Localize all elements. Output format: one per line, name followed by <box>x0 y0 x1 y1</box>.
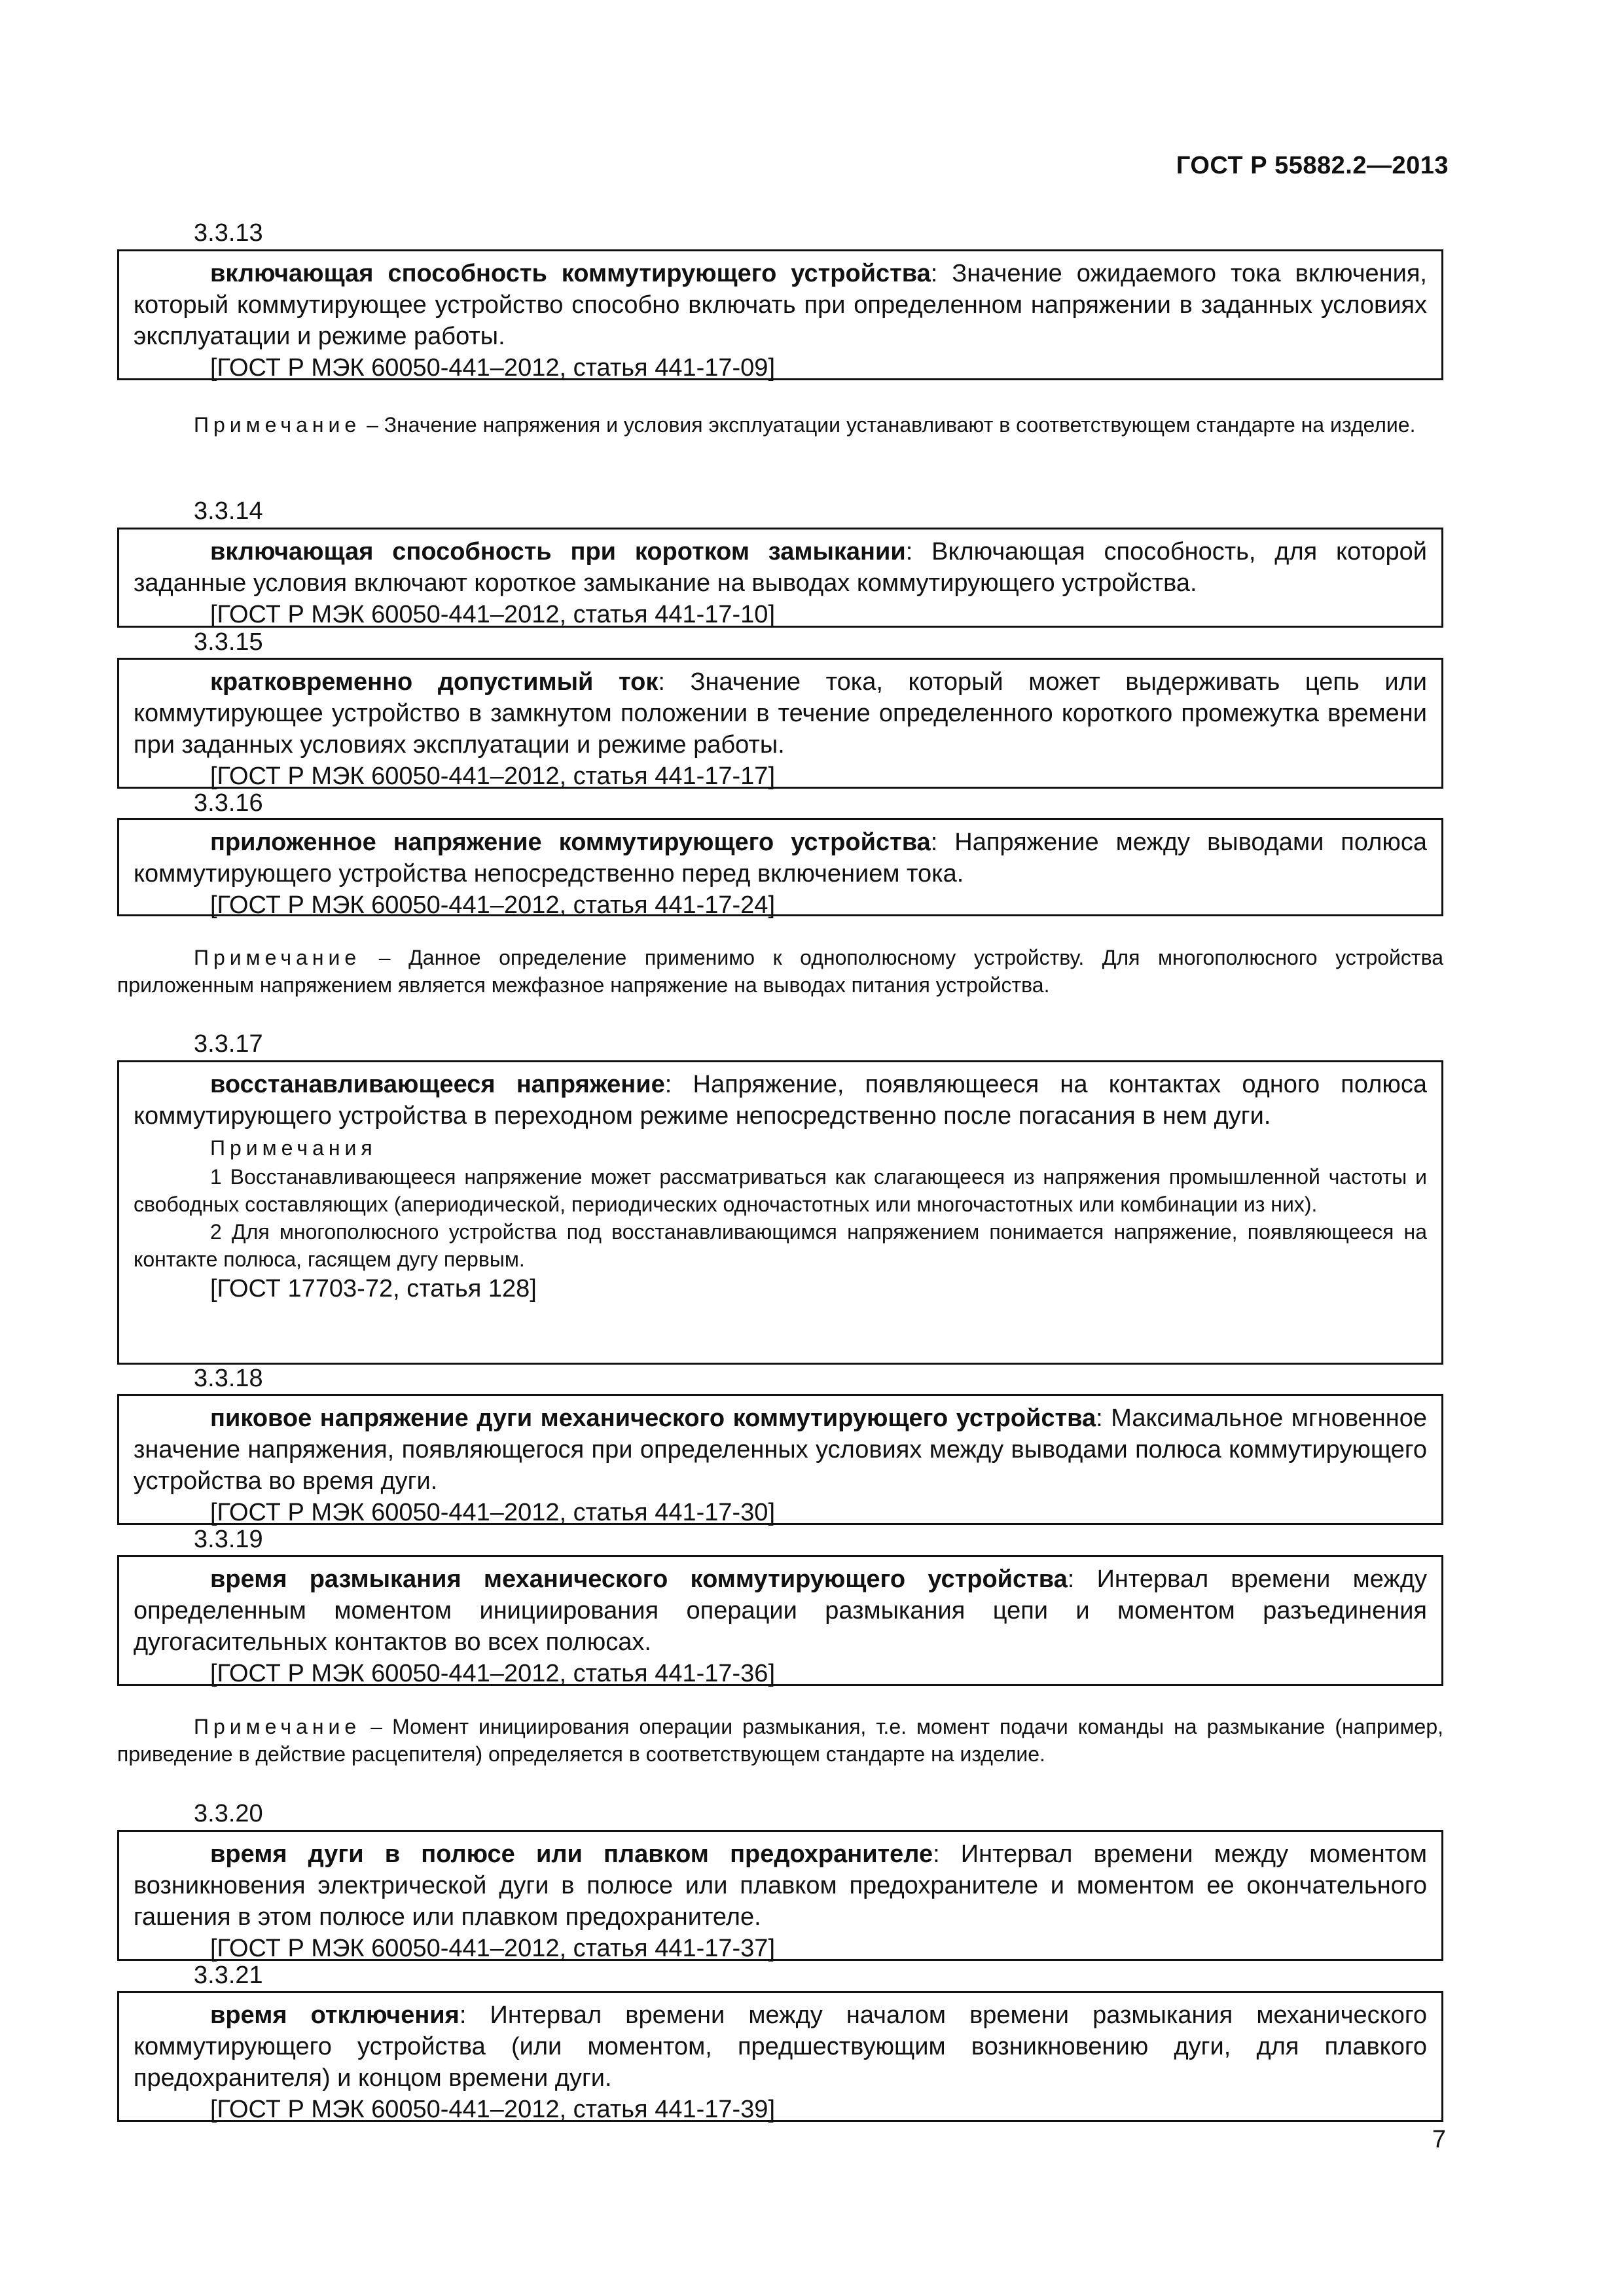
term-box <box>117 1394 1443 1525</box>
definition-text: : Интервал времени между определенным моментом инициирования операции размыкания цепи и моментом разъединения дугогасительных контактов во всех полюсах. <box>134 1566 1427 1656</box>
term-source: [ГОСТ Р МЭК 60050-441–2012, статья 441-17-30] <box>210 1499 775 1526</box>
term-source: [ГОСТ Р МЭК 60050-441–2012, статья 441-17-24] <box>210 891 775 919</box>
term-source: [ГОСТ Р МЭК 60050-441–2012, статья 441-17-17] <box>210 762 775 790</box>
term-name: пиковое напряжение дуги механического коммутирующего устройства <box>210 1405 1096 1432</box>
note-item: 1 Восстанавливающееся напряжение может рассматриваться как слагающееся из напряжения промышленной частоты и свободных составляющих (апериодической, периодических одночастотных или многочастотных или комбинации из них). <box>134 1165 1427 1216</box>
section-number: 3.3.13 <box>194 219 263 247</box>
term-name: восстанавливающееся напряжение <box>210 1071 665 1098</box>
term-definition <box>134 666 1427 761</box>
term-definition <box>134 258 1427 352</box>
term-definition <box>134 1403 1427 1497</box>
term-name: включающая способность коммутирующего устройства <box>210 260 931 287</box>
term-name: время дуги в полюсе или плавком предохранителе <box>210 1840 933 1868</box>
section-number: 3.3.20 <box>194 1800 263 1827</box>
note-text: – Значение напряжения и условия эксплуатации устанавливают в соответствующем стандарте на изделие. <box>361 413 1416 437</box>
term-name: приложенное напряжение коммутирующего устройства <box>210 829 931 856</box>
note-item: 2 Для многополюсного устройства под восстанавливающимся напряжением понимается напряжение, появляющееся на контакте полюса, гасящем дугу первым. <box>134 1220 1427 1271</box>
section-number: 3.3.18 <box>194 1365 263 1392</box>
section-number: 3.3.15 <box>194 628 263 656</box>
term-definition <box>134 536 1427 599</box>
section-number: 3.3.14 <box>194 497 263 525</box>
term-box <box>117 818 1443 919</box>
standard-code-header: ГОСТ Р 55882.2—2013 <box>1176 152 1449 179</box>
term-source: [ГОСТ 17703-72, статья 128] <box>210 1275 537 1302</box>
term-box <box>117 1830 1443 1961</box>
section-number: 3.3.21 <box>194 1962 263 1989</box>
term-source: [ГОСТ Р МЭК 60050-441–2012, статья 441-17-10] <box>210 601 775 628</box>
page-number: 7 <box>1432 2126 1446 2153</box>
term-box <box>117 1060 1443 1365</box>
term-source: [ГОСТ Р МЭК 60050-441–2012, статья 441-17-09] <box>210 354 775 382</box>
note-text: – Данное определение применимо к однополюсному устройству. Для многополюсного устройства приложенным напряжением является межфазное напряжение на выводах питания устройства. <box>117 946 1443 997</box>
definition-text: : Значение ожидаемого тока включения, который коммутирующее устройство способно включать при определенном напряжении в заданных условиях эксплуатации и режиме работы. <box>134 260 1427 350</box>
term-definition <box>134 2000 1427 2094</box>
note-label: Примечание <box>194 413 361 437</box>
definition-text: : Напряжение, появляющееся на контактах одного полюса коммутирующего устройства в переходном режиме непосредственно после погасания в нем дуги. <box>134 1071 1427 1130</box>
note <box>117 944 1443 999</box>
definition-text: : Включающая способность, для которой заданные условия включают короткое замыкание на выводах коммутирующего устройства. <box>134 538 1427 597</box>
note-label: Примечание <box>194 946 361 969</box>
term-source: [ГОСТ Р МЭК 60050-441–2012, статья 441-17-37] <box>210 1935 775 1962</box>
term-box <box>117 528 1443 628</box>
section-number: 3.3.16 <box>194 789 263 817</box>
note <box>117 1713 1443 1768</box>
section-number: 3.3.17 <box>194 1030 263 1058</box>
definition-text: : Интервал времени между моментом возникновения электрической дуги в полюсе или плавком предохранителе и моментом ее окончательного гашения в этом полюсе или плавком предохранителе. <box>134 1840 1427 1931</box>
term-definition <box>134 1069 1427 1132</box>
term-box <box>117 658 1443 789</box>
term-name: время размыкания механического коммутирующего устройства <box>210 1566 1068 1593</box>
notes-label: Примечания <box>210 1136 377 1160</box>
term-source: [ГОСТ Р МЭК 60050-441–2012, статья 441-17-36] <box>210 1660 775 1687</box>
term-name: включающая способность при коротком замыкании <box>210 538 906 565</box>
term-box <box>117 249 1443 380</box>
term-name: время отключения <box>210 2001 460 2029</box>
term-definition <box>134 1839 1427 1933</box>
term-definition <box>134 827 1427 889</box>
term-name: кратковременно допустимый ток <box>210 668 659 696</box>
term-box <box>117 1991 1443 2122</box>
term-box <box>117 1555 1443 1686</box>
definition-text: : Напряжение между выводами полюса коммутирующего устройства непосредственно перед включением тока. <box>134 829 1427 888</box>
note <box>117 411 1443 439</box>
term-definition <box>134 1564 1427 1658</box>
definition-text: : Значение тока, который может выдерживать цепь или коммутирующее устройство в замкнутом положении в течение определенного короткого промежутка времени при заданных условиях эксплуатации и режиме работы. <box>134 668 1427 759</box>
section-number: 3.3.19 <box>194 1526 263 1553</box>
note-text: – Момент инициирования операции размыкания, т.е. момент подачи команды на размыкание (например, приведение в действие расцепителя) определяется в соответствующем стандарте на изделие. <box>117 1715 1443 1766</box>
note-label: Примечание <box>194 1715 361 1738</box>
term-source: [ГОСТ Р МЭК 60050-441–2012, статья 441-17-39] <box>210 2096 775 2123</box>
definition-text: : Интервал времени между началом времени размыкания механического коммутирующего устройства (или моментом, предшествующим возникновению дуги, для плавкого предохранителя) и концом времени дуги. <box>134 2001 1427 2092</box>
definition-text: : Максимальное мгновенное значение напряжения, появляющегося при определенных условиях между выводами полюса коммутирующего устройства во время дуги. <box>134 1405 1427 1495</box>
